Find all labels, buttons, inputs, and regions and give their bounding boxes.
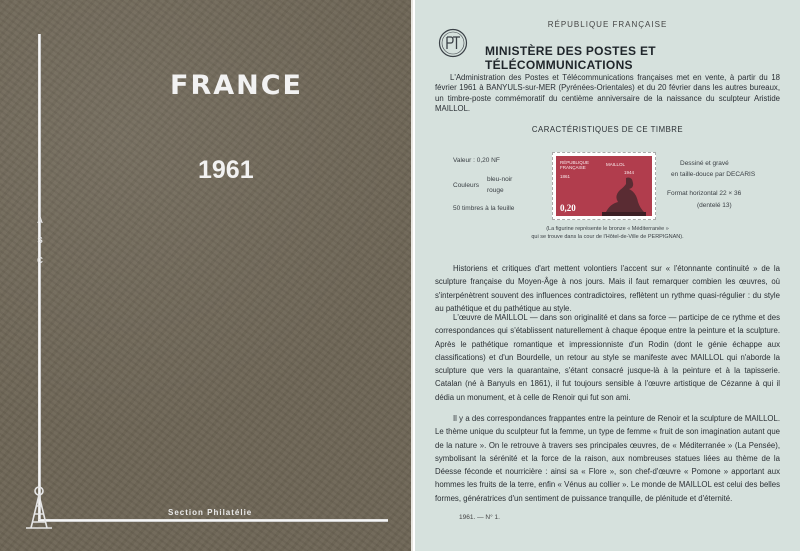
ministry-title: MINISTÈRE DES POSTES ET TÉLÉCOMMUNICATIONS (485, 44, 656, 72)
spec-perforation: (dentelé 13) (697, 202, 732, 209)
stamp-caption-line-2: qui se trouve dans la cour de l'Hôtel-de-Ville de PERPIGNAN). (531, 234, 684, 240)
spec-colour-1: bleu-noir (487, 176, 513, 183)
body-paragraph: Il y a des correspondances frappantes entre la peinture de Renoir et la sculpture de MAILLOL. Le thème unique du sculpteur fut la femme, un type de femme « fruit de son imagination autant que de la nature ». On le retrouve à travers ses principales œuvres, de « Méditerranée » (La Pensée), symbolisant la sérénité et la force de la raison, aux nombreuses statues liées au thème de la Déesse féconde et nourricière : ainsi sa « Flore », son chef-d'œuvre « Pomone » apportant aux hommes les fruits de la terre, enfin « Vénus au collier ». Le monde de MAILLOL est celui des belles formes, génératrices d'un sentiment de puissance tranquille, de plénitude et d'éternité. (435, 414, 780, 503)
cover-horizontal-rule (38, 519, 388, 522)
spec-colour-2: rouge (487, 187, 504, 194)
seated-figure-icon (596, 174, 648, 216)
stamp-year-left: 1861 (560, 174, 571, 179)
spec-value: Valeur : 0,20 NF (453, 157, 500, 164)
stamp-year-right: 1944 (624, 170, 635, 175)
page-footer: 1961. — N° 1. (459, 514, 500, 521)
cover-vertical-rule (38, 34, 41, 522)
cover-section-label: Section Philatélie (168, 508, 253, 517)
stamp-value: 0,20 (560, 203, 576, 213)
intro-paragraph: L'Administration des Postes et Télécommunications françaises met en vente, à partir du 18 février 1961 à BANYULS-sur-MER (Pyrénées-Orientales) et du 20 février dans les autres bureaux, un timbre-poste commémoratif du centième anniversaire de la naissance du sculpteur Aristide MAILLOL. (435, 73, 780, 114)
header-republic: RÉPUBLIQUE FRANÇAISE (547, 20, 668, 29)
spec-colours-label: Couleurs (453, 182, 480, 189)
cover-side-letter: S (37, 236, 43, 245)
body-paragraph: Historiens et critiques d'art mettent volontiers l'accent sur « l'étonnante continuité » de la sculpture française du Moyen-Âge à nos jours. Mais il faut remarquer combien les œuvres, où s'interpénètrent souvent des influences contradictoires, reflètent un rythme quasi-régulier : du style au pathétique et du pathétique au style. (435, 264, 780, 313)
characteristics-title: CARACTÉRISTIQUES DE CE TIMBRE (531, 125, 684, 134)
cover-side-letter: C (37, 256, 43, 265)
cover-side-letter: A (37, 216, 43, 225)
stamp-country: RÉPUBLIQUE FRANÇAISE (560, 160, 590, 170)
spec-engraving-method: en taille-douce par DECARIS (671, 171, 756, 178)
cover-year: 1961 (198, 156, 254, 184)
spec-format: Format horizontal 22 × 36 (667, 190, 742, 197)
stamp-image (552, 152, 656, 220)
stamp-caption (415, 225, 800, 241)
spec-quantity: 50 timbres à la feuille (453, 205, 515, 212)
spec-engraving: Dessiné et gravé (680, 160, 729, 167)
stamp-caption-line-1: (La figurine représente le bronze « Méditerranée » (546, 226, 669, 232)
cover-title: FRANCE (170, 70, 303, 101)
body-paragraph: L'œuvre de MAILLOL — dans son originalité et dans sa force — participe de ce rythme et des correspondances qui s'établissent naturellement à chaque époque entre la peinture et la sculpture. Après le pathétique romantique et impressionniste d'un Rodin (dont le génie échappe aux classifications) et d'un Bourdelle, un retour au style se manifeste avec MAILLOL qui n'aborde la sculpture que vers la quarantaine, s'étant consacré jusque-là à la peinture et à la tapisserie. Catalan (né à Banyuls en 1861), il fut toujours sensible à l'œuvre artistique de Cézanne à qui il dédia un monument, et à celle de Renoir qui fut son ami. (435, 313, 780, 402)
stamp-name: MAILLOL (606, 162, 626, 167)
radio-mast-icon (22, 484, 56, 532)
ptt-logo-icon (438, 28, 468, 58)
document-sheet (415, 0, 800, 551)
